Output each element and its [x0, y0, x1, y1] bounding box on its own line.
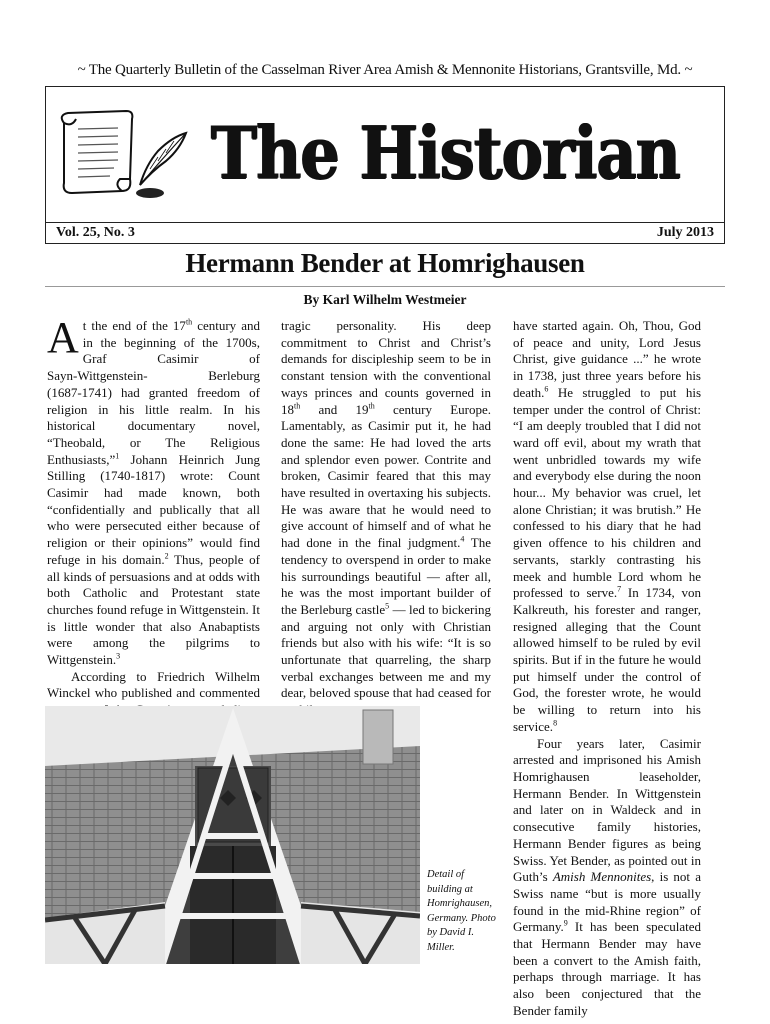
- article-byline: By Karl Wilhelm Westmeier: [303, 292, 467, 307]
- newsletter-title: The Historian: [211, 110, 680, 195]
- drop-cap: A: [47, 313, 79, 362]
- article-column-3: have started again. Oh, Thou, God of peace and unity, Lord Jesus Christ, give guidance ...” he wrote in 1738, just three years before his death.$^6$ He struggled to put his temper under the control of Christ: “I am deeply troubled that I did not ward off evil, about my wrath that went unbridled towards my wife and everybody else during the noon hour... My behavior was cruel, let alone Christian; it was brutish.” He confessed to his diary that he had given offence to his children and servants, starkly contrasting his meek and humble Lord whom he professed to serve.$^7$ In 1734, von Kalkreuth, his forester and ranger, resigned alleging that the Count allowed himself to be ruled by evil spirits. But if in the future he would put himself under the control of God, the forester wrote, he would be willing to return into his service.$^8$ Four years later, Casimir arrested and imprisoned his Amish Homrighausen leaseholder, Hermann Bender. In Wittgenstein and later on in Waldeck and in consecutive family histories, Hermann Bender figures as being Swiss. Yet Bender, as pointed out in Guth’s Amish Mennonites, is not a Swiss name “but is more usually found in the mid-Rhine region” of Germany.$^9$ It has been speculated that Hermann Bender may have been a convert to the Amish faith, perhaps through marriage. It has also been conjectured that the Bender family: [513, 318, 701, 1018]
- scroll-quill-icon: [54, 105, 194, 205]
- volume-number: Vol. 25, No. 3: [56, 225, 135, 240]
- headline-rule: [45, 286, 725, 287]
- article-headline: Hermann Bender at Homrighausen: [185, 248, 585, 278]
- article-column-1: At the end of the 17th century and in the beginning of the 1700s, Graf Casimir of Sayn‑Wittgenstein‑ Berleburg (1687‑1741) had granted freedom of religion in his little realm. In his historical documentary novel, “Theobald, or The Religious Enthusiasts,”$^1$ Johann Heinrich Jung Stilling (1740-1817) wrote: Count Casimir had made known, both “confidentially and publically that all who were persecuted either because of religion or their opinions” would find refuge in his domain.$^2$ Thus, people of all kinds of persuasions and at odds with both Catholic and Protestant state churches found refuge in Wittgenstein. It is little wonder that also Anabaptists were among the pilgrims to Wittgenstein.$^3$ According to Friedrich Wilhelm Winckel who published and commented: [47, 313, 260, 701]
- issue-date: July 2013: [656, 225, 714, 240]
- photo-caption: Detail of building at Homrighausen, Germany. Photo by David I. Miller.: [427, 869, 496, 953]
- masthead-rule: [46, 222, 724, 223]
- bulletin-tagline: ~ The Quarterly Bulletin of the Casselman River Area Amish & Mennonite Historians, Grantsville, Md. ~: [77, 62, 693, 78]
- masthead: [45, 86, 725, 244]
- homrighausen-building-photo: [45, 706, 420, 964]
- article-column-2: tragic personality. His deep commitment to Christ and Christ’s demands for discipleship seem to be in constant tension with the conventional ways princes and counts governed in 18th and 19th century Europe. Lamentably, as Casimir put it, he had done the same: He had loved the arts and splendor even power. Contrite and broken, Casimir feared that this may have resulted in overtaxing his subjects. He was aware that he would need to give account of himself and of what he had done in the final judgment.$^4$ The tendency to overspend in order to make his surroundings beautiful — after all, he was the most important builder of the Berleburg castle$^5$ — led to bickering and arguing not only with Christian friends but also with his wife: “It is so unfortunate that quarreling, the sharp verbal exchanges between me and my dear, beloved spouse that had ceased for: [281, 318, 491, 701]
